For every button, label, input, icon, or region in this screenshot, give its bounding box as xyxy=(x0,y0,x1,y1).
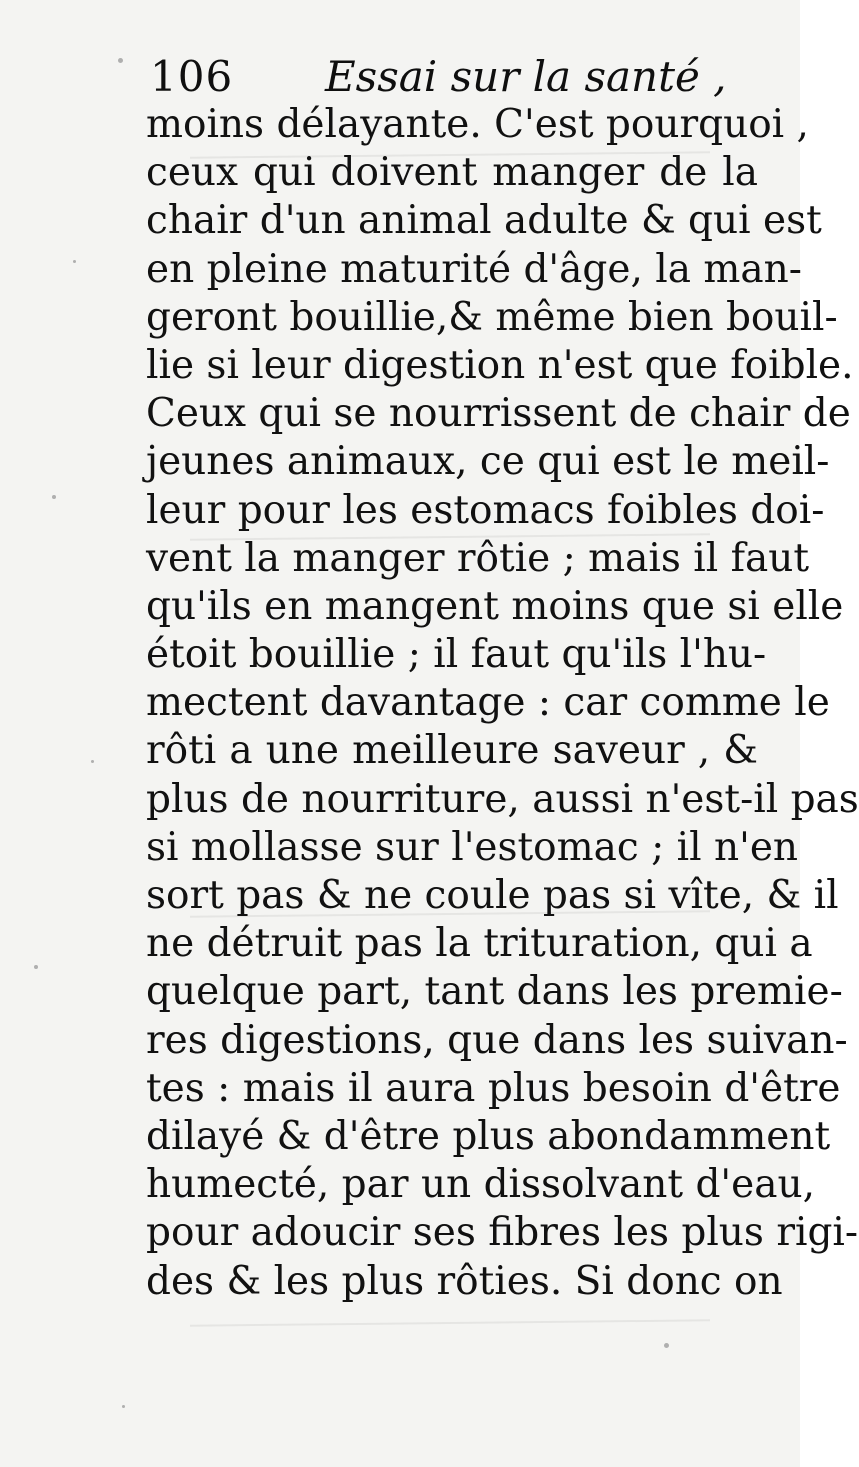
text-line: si mollasse sur l'estomac ; il n'en xyxy=(146,824,799,870)
text-line: lie si leur digestion n'est que foible. xyxy=(146,342,854,388)
text-line: rôti a une meilleure saveur , & xyxy=(146,728,758,774)
text-line: dilayé & d'être plus abondamment xyxy=(146,1113,831,1159)
page-number: 106 xyxy=(150,52,234,101)
text-line: des & les plus rôties. Si donc on xyxy=(146,1258,783,1304)
text-line: plus de nourriture, aussi n'est-il pas xyxy=(146,776,859,822)
text-line: jeunes animaux, ce qui est le meil- xyxy=(146,439,830,485)
text-line: ne détruit pas la trituration, qui a xyxy=(146,921,813,967)
text-line: sort pas & ne coule pas si vîte, & il xyxy=(146,873,839,918)
text-line: leur pour les estomacs foibles doi- xyxy=(146,487,825,533)
text-line: en pleine maturité d'âge, la man- xyxy=(146,246,802,292)
show-through-line xyxy=(190,1319,710,1326)
text-line: tes : mais il aura plus besoin d'être xyxy=(146,1065,841,1111)
paper-speckle xyxy=(52,495,56,499)
text-line: res digestions, que dans les suivan- xyxy=(146,1017,848,1063)
text-line: chair d'un animal adulte & qui est xyxy=(146,198,822,244)
paper-speckle xyxy=(122,1405,125,1408)
running-title: Essai sur la santé , xyxy=(325,52,727,101)
text-line: pour adoucir ses fibres les plus rigi- xyxy=(146,1210,859,1256)
paper-speckle xyxy=(34,965,38,969)
text-line: geront bouillie,& même bien bouil- xyxy=(146,294,838,340)
text-line: quelque part, tant dans les premie- xyxy=(146,969,843,1015)
body-text xyxy=(146,101,859,1306)
text-line: vent la manger rôtie ; mais il faut xyxy=(146,535,810,581)
text-line: étoit bouillie ; il faut qu'ils l'hu- xyxy=(146,632,767,678)
text-line: qu'ils en mangent moins que si elle xyxy=(146,583,844,629)
text-line: ceux qui doivent manger de la xyxy=(146,150,758,196)
paper-speckle xyxy=(664,1343,669,1348)
text-line: Ceux qui se nourrissent de chair de xyxy=(146,391,851,437)
paper-speckle xyxy=(73,260,76,263)
text-line: mectent davantage : car comme le xyxy=(146,680,830,726)
text-line: humecté, par un dissolvant d'eau, xyxy=(146,1162,815,1208)
paper-speckle xyxy=(91,760,94,763)
page-header xyxy=(150,47,727,107)
paper-speckle xyxy=(118,58,123,63)
text-line: moins délayante. C'est pourquoi , xyxy=(146,102,809,147)
